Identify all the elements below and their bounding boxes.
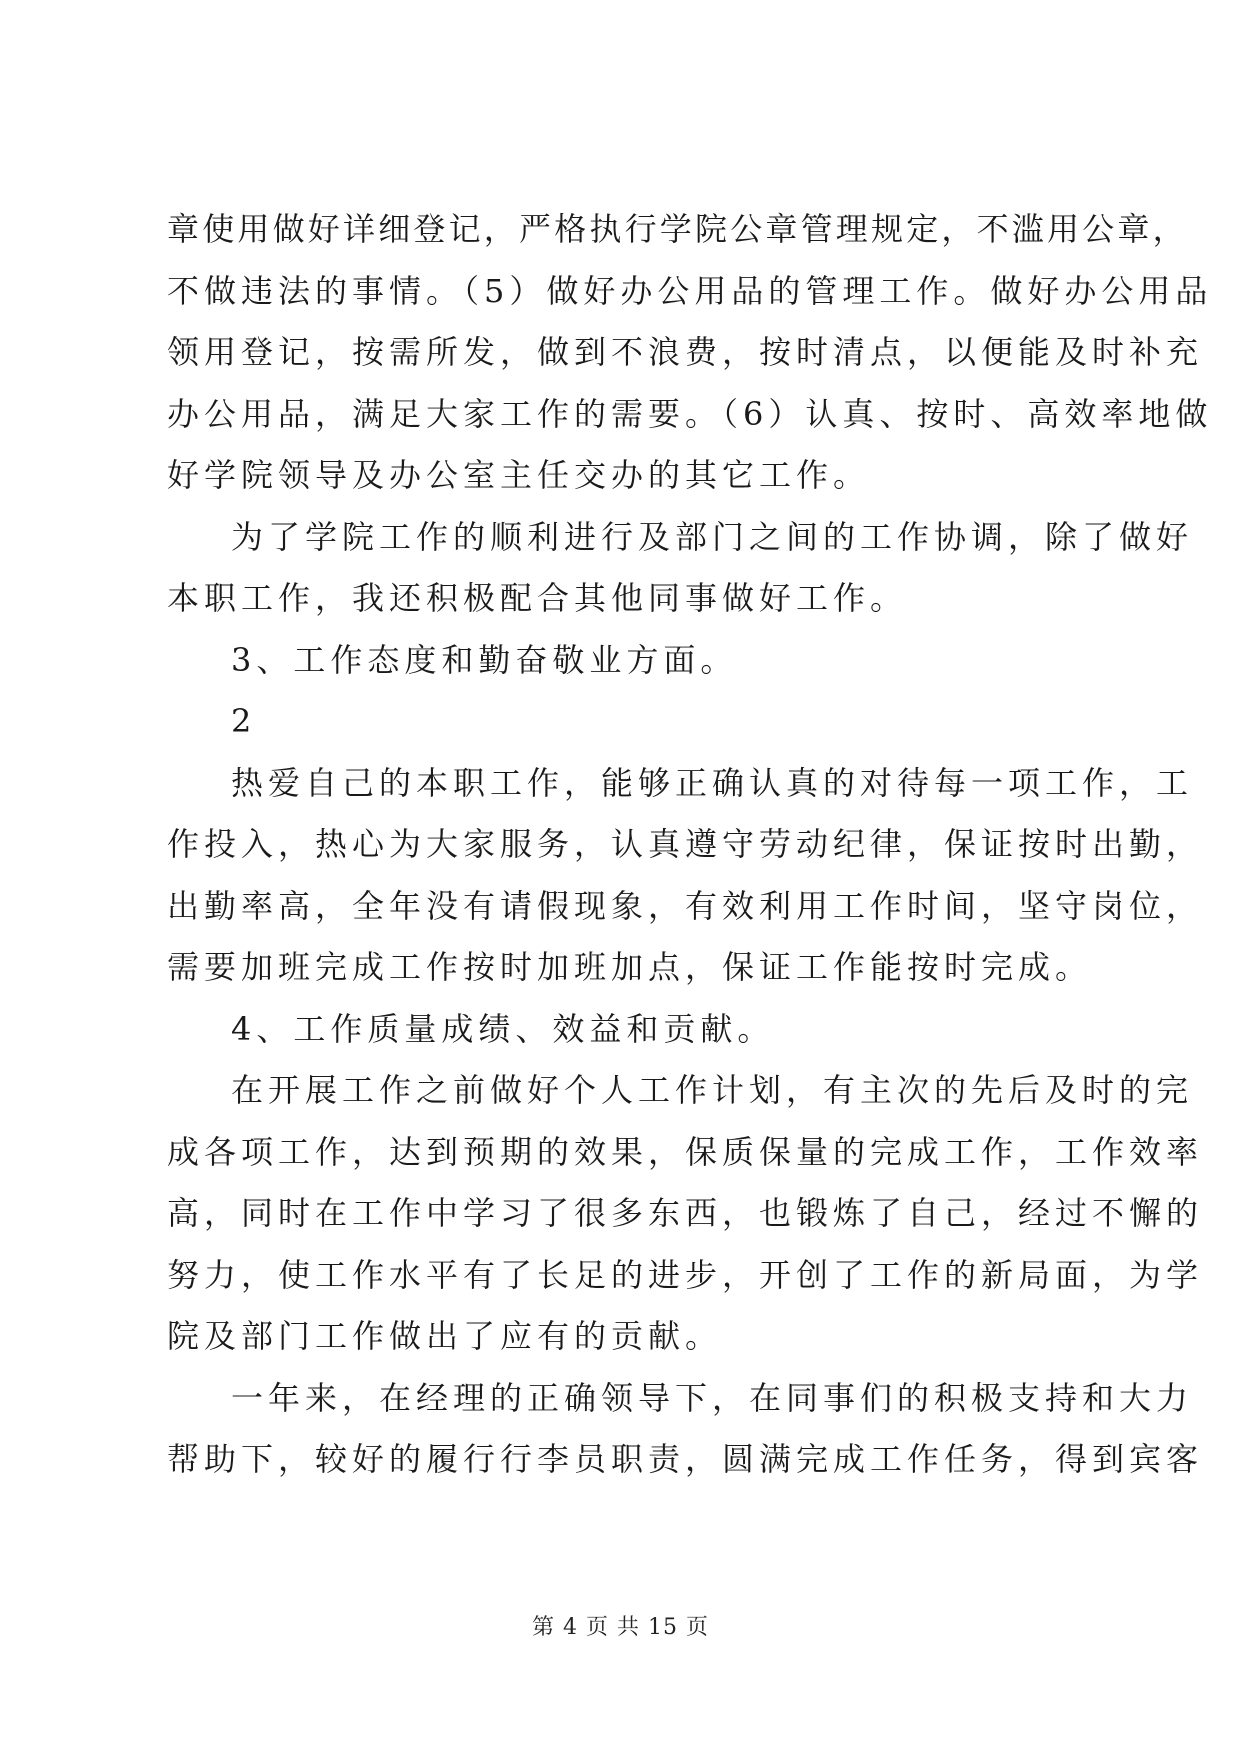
text-line: 院及部门工作做出了应有的贡献。	[167, 1317, 723, 1355]
text-line: 办公用品，满足大家工作的需要。（6）认真、按时、高效率地做	[167, 394, 1213, 433]
page-number-artifact: 2	[231, 702, 257, 740]
page-footer: 第 4 页 共 15 页	[532, 1615, 709, 1640]
text-line: 作投入，热心为大家服务，认真遵守劳动纪律，保证按时出勤，	[167, 825, 1204, 863]
paragraph-start-line: 一年来，在经理的正确领导下，在同事们的积极支持和大力	[231, 1378, 1194, 1417]
section-heading: 4、工作质量成绩、效益和贡献。	[231, 1009, 775, 1048]
text-line: 好学院领导及办公室主任交办的其它工作。	[167, 456, 871, 494]
document-body	[167, 199, 1213, 1491]
text-line: 本职工作，我还积极配合其他同事做好工作。	[167, 579, 908, 617]
section-heading: 3、工作态度和勤奋敬业方面。	[231, 640, 738, 679]
paragraph-start-line: 在开展工作之前做好个人工作计划，有主次的先后及时的完	[231, 1071, 1194, 1109]
text-line: 高，同时在工作中学习了很多东西，也锻炼了自己，经过不懈的	[167, 1194, 1204, 1232]
text-line: 领用登记，按需所发，做到不浪费，按时清点，以便能及时补充	[167, 333, 1204, 371]
text-line: 出勤率高，全年没有请假现象，有效利用工作时间，坚守岗位，	[167, 886, 1204, 925]
text-line: 帮助下，较好的履行行李员职责，圆满完成工作任务，得到宾客	[167, 1440, 1204, 1478]
paragraph-start-line: 热爱自己的本职工作，能够正确认真的对待每一项工作，工	[231, 763, 1194, 802]
text-line: 需要加班完成工作按时加班加点，保证工作能按时完成。	[167, 948, 1093, 986]
text-line: 章使用做好详细登记，严格执行学院公章管理规定，不滥用公章，	[167, 210, 1188, 248]
paragraph-start-line: 为了学院工作的顺利进行及部门之间的工作协调，除了做好	[231, 517, 1194, 556]
text-line: 成各项工作，达到预期的效果，保质保量的完成工作，工作效率	[167, 1132, 1204, 1171]
text-line: 不做违法的事情。（5）做好办公用品的管理工作。做好办公用品	[167, 271, 1213, 310]
text-line: 努力，使工作水平有了长足的进步，开创了工作的新局面，为学	[167, 1255, 1204, 1294]
